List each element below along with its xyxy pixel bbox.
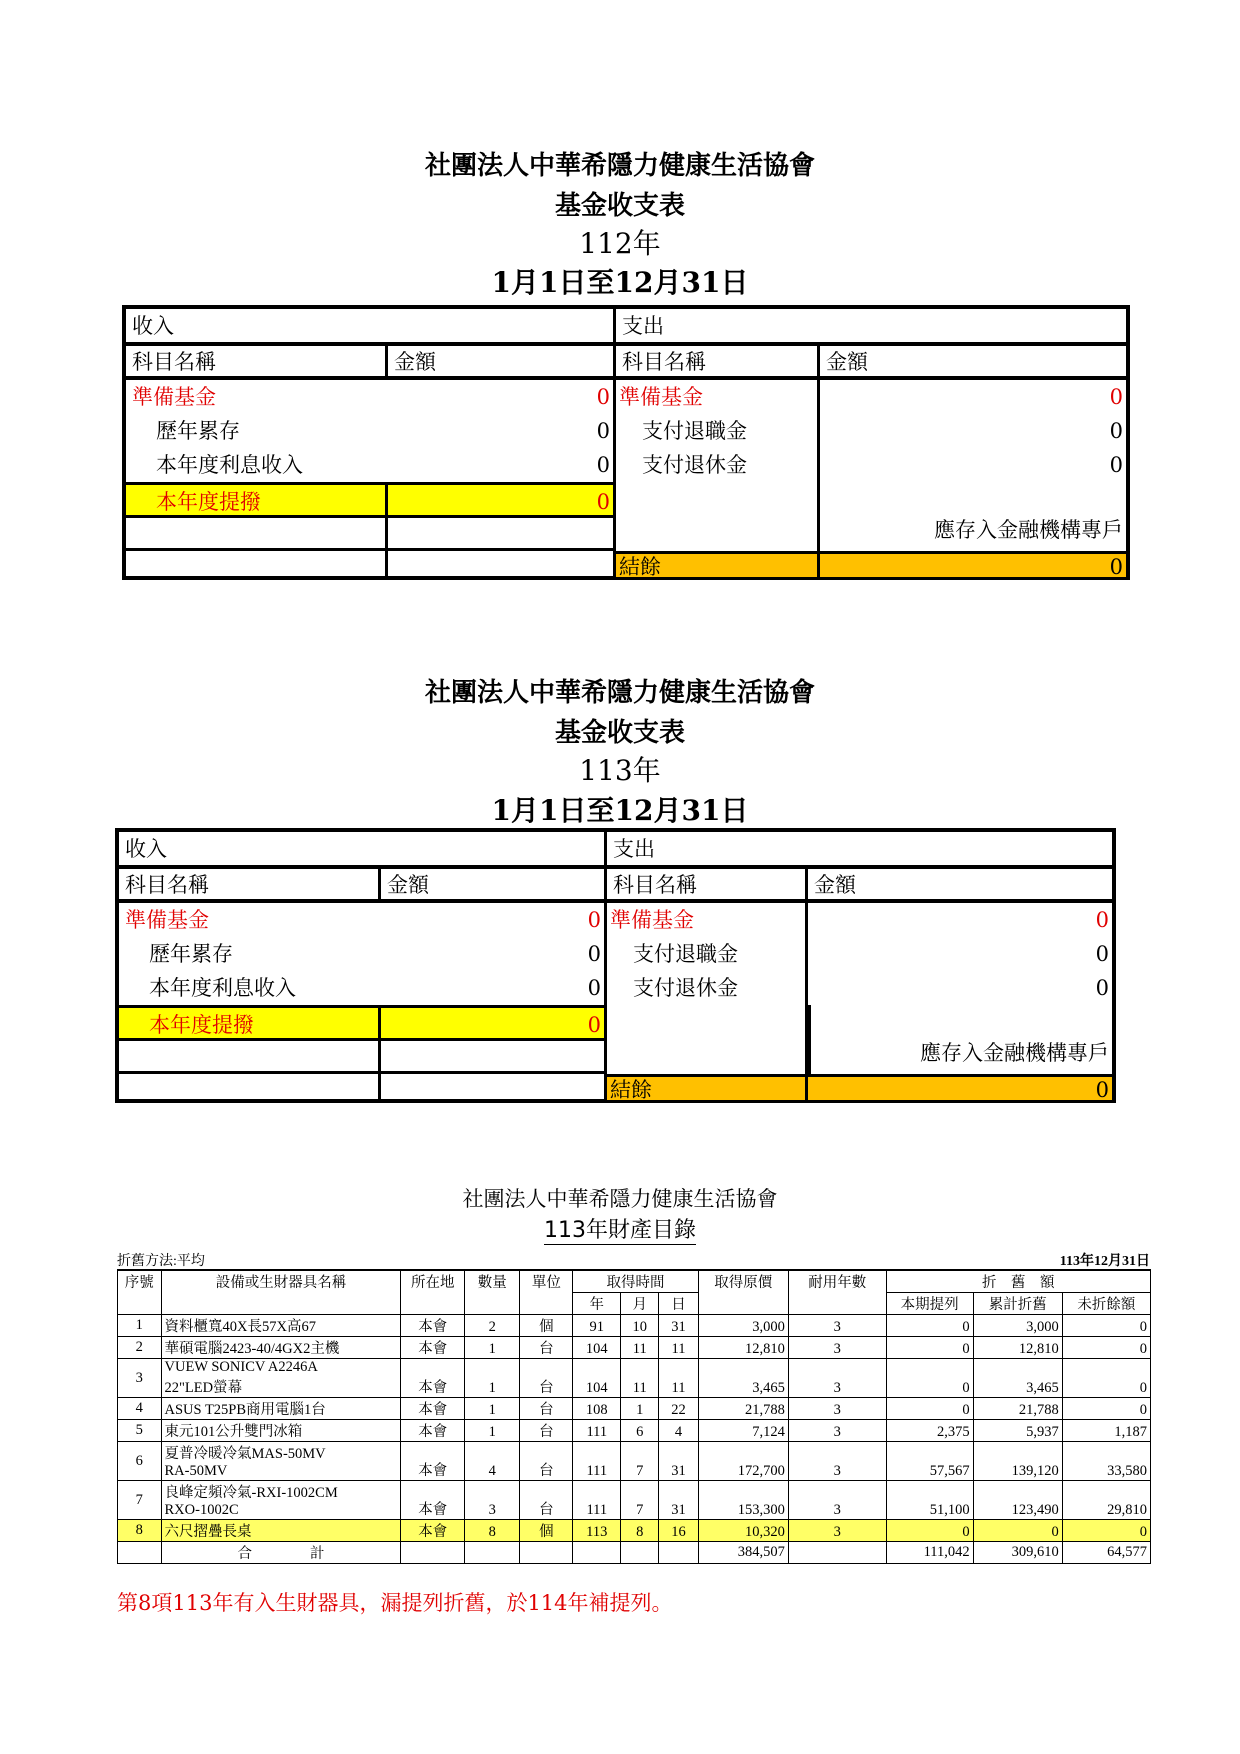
total-empty bbox=[118, 1542, 162, 1564]
interest-amount: 0 bbox=[381, 971, 607, 1005]
statement-period: 1月1日至12月31日 bbox=[491, 266, 749, 299]
balance-amount: 0 bbox=[808, 1074, 1112, 1100]
col-remaining: 未折餘額 bbox=[1062, 1293, 1150, 1315]
row-name bbox=[161, 1398, 401, 1420]
col-accumulated: 累計折舊 bbox=[973, 1293, 1062, 1315]
row-current: 0 bbox=[886, 1315, 973, 1337]
inventory-title: 113年財產目錄 bbox=[544, 1218, 696, 1243]
col-location: 所在地 bbox=[401, 1270, 465, 1315]
expense-reserve-label: 準備基金 bbox=[616, 380, 820, 414]
org-title: 社團法人中華希隱力健康生活協會 bbox=[424, 151, 815, 181]
table-row bbox=[118, 1520, 1151, 1542]
row-day: 11 bbox=[659, 1337, 698, 1359]
row-qty: 1 bbox=[465, 1420, 520, 1442]
table-row bbox=[118, 1337, 1151, 1359]
col-year: 年 bbox=[573, 1293, 621, 1315]
row-year: 104 bbox=[573, 1359, 621, 1398]
row-cost: 10,320 bbox=[698, 1520, 788, 1542]
row-current: 51,100 bbox=[886, 1481, 973, 1520]
col-acquired: 取得時間 bbox=[573, 1270, 698, 1293]
total-empty bbox=[465, 1542, 520, 1564]
row-location: 本會 bbox=[401, 1520, 465, 1542]
col-life: 耐用年數 bbox=[788, 1270, 886, 1315]
row-month: 10 bbox=[621, 1315, 659, 1337]
row-cost: 3,465 bbox=[698, 1359, 788, 1398]
row-qty: 1 bbox=[465, 1359, 520, 1398]
row-cost: 3,000 bbox=[698, 1315, 788, 1337]
row-remaining: 0 bbox=[1062, 1337, 1150, 1359]
severance-label: 支付退職金 bbox=[616, 414, 820, 448]
row-month: 11 bbox=[621, 1337, 659, 1359]
col-seq: 序號 bbox=[118, 1270, 162, 1315]
severance-amount: 0 bbox=[1109, 419, 1123, 443]
income-col-amount: 金額 bbox=[381, 869, 607, 903]
row-unit: 台 bbox=[520, 1398, 573, 1420]
row-life: 3 bbox=[788, 1420, 886, 1442]
balance-label: 結餘 bbox=[616, 551, 820, 577]
row-accumulated: 21,788 bbox=[973, 1398, 1062, 1420]
pension-amount: 0 bbox=[1109, 453, 1123, 477]
row-remaining: 29,810 bbox=[1062, 1481, 1150, 1520]
row-location: 本會 bbox=[401, 1398, 465, 1420]
row-month: 6 bbox=[621, 1420, 659, 1442]
row-life: 3 bbox=[788, 1398, 886, 1420]
row-name-line1: VUEW SONICV A2246A bbox=[164, 1359, 318, 1375]
row-cost: 153,300 bbox=[698, 1481, 788, 1520]
expense-col-item: 科目名稱 bbox=[616, 346, 820, 380]
col-unit: 單位 bbox=[520, 1270, 573, 1315]
row-remaining: 0 bbox=[1062, 1520, 1150, 1542]
row-location: 本會 bbox=[401, 1420, 465, 1442]
table-row bbox=[118, 1398, 1151, 1420]
row-seq: 5 bbox=[118, 1420, 162, 1442]
row-seq: 3 bbox=[118, 1359, 162, 1398]
row-life: 3 bbox=[788, 1481, 886, 1520]
empty-cell bbox=[119, 1074, 381, 1100]
empty-cell bbox=[381, 1074, 607, 1100]
interest-label: 本年度利息收入 bbox=[149, 976, 296, 1000]
row-name-line2: RA-50MV bbox=[164, 1463, 228, 1479]
inventory-table bbox=[117, 1269, 1151, 1564]
row-name bbox=[161, 1315, 401, 1337]
statement-year: 112年 bbox=[579, 227, 661, 260]
row-life: 3 bbox=[788, 1442, 886, 1481]
pension-label: 支付退休金 bbox=[607, 971, 808, 1074]
row-year: 91 bbox=[573, 1315, 621, 1337]
row-seq: 1 bbox=[118, 1315, 162, 1337]
row-name-line1: 東元101公升雙門冰箱 bbox=[164, 1424, 303, 1440]
total-empty bbox=[621, 1542, 659, 1564]
col-cost: 取得原價 bbox=[698, 1270, 788, 1315]
income-reserve-label: 準備基金 bbox=[132, 385, 216, 409]
row-unit: 台 bbox=[520, 1420, 573, 1442]
income-header: 收入 bbox=[126, 309, 616, 346]
row-seq: 2 bbox=[118, 1337, 162, 1359]
inventory-date: 113年12月31日 bbox=[1059, 1254, 1150, 1269]
income-col-item: 科目名稱 bbox=[126, 346, 388, 380]
row-cost: 21,788 bbox=[698, 1398, 788, 1420]
row-life: 3 bbox=[788, 1337, 886, 1359]
allocation-amount: 0 bbox=[388, 482, 616, 518]
total-empty bbox=[401, 1542, 465, 1564]
row-qty: 3 bbox=[465, 1481, 520, 1520]
interest-label: 本年度利息收入 bbox=[156, 453, 303, 477]
footnote: 第8項113年有入生財器具，漏提列折舊，於114年補提列。 bbox=[117, 1591, 673, 1615]
row-name-line1: 資料櫃寬40X長57X高67 bbox=[164, 1319, 316, 1335]
row-year: 111 bbox=[573, 1420, 621, 1442]
row-name-line1: 六尺摺疊長桌 bbox=[164, 1524, 252, 1540]
total-accumulated: 309,610 bbox=[973, 1542, 1062, 1564]
allocation-amount: 0 bbox=[381, 1005, 607, 1041]
statement-period: 1月1日至12月31日 bbox=[491, 794, 749, 827]
total-empty bbox=[659, 1542, 698, 1564]
row-name-line1: 良峰定頻冷氣-RXI-1002CM bbox=[164, 1485, 338, 1501]
row-accumulated: 139,120 bbox=[973, 1442, 1062, 1481]
row-qty: 1 bbox=[465, 1337, 520, 1359]
row-remaining: 0 bbox=[1062, 1359, 1150, 1398]
expense-header: 支出 bbox=[616, 309, 1126, 346]
interest-amount: 0 bbox=[388, 448, 616, 482]
row-day: 16 bbox=[659, 1520, 698, 1542]
row-name bbox=[161, 1442, 401, 1481]
row-current: 0 bbox=[886, 1398, 973, 1420]
severance-amount: 0 bbox=[1095, 942, 1109, 966]
row-current: 0 bbox=[886, 1520, 973, 1542]
pension-label: 支付退休金 bbox=[616, 448, 820, 551]
row-unit: 個 bbox=[520, 1520, 573, 1542]
row-seq: 8 bbox=[118, 1520, 162, 1542]
deposit-note: 應存入金融機構專戶 bbox=[808, 1005, 1112, 1074]
row-seq: 4 bbox=[118, 1398, 162, 1420]
table-row bbox=[118, 1420, 1151, 1442]
total-empty bbox=[788, 1542, 886, 1564]
row-current: 0 bbox=[886, 1359, 973, 1398]
row-name-line1: ASUS T25PB商用電腦1台 bbox=[164, 1402, 326, 1418]
row-accumulated: 3,465 bbox=[973, 1359, 1062, 1398]
prior-amount: 0 bbox=[388, 414, 616, 448]
row-current: 0 bbox=[886, 1337, 973, 1359]
row-name bbox=[161, 1420, 401, 1442]
row-year: 113 bbox=[573, 1520, 621, 1542]
inventory-org: 社團法人中華希隱力健康生活協會 bbox=[462, 1187, 778, 1211]
total-cost: 384,507 bbox=[698, 1542, 788, 1564]
balance-label: 結餘 bbox=[607, 1074, 808, 1100]
row-year: 108 bbox=[573, 1398, 621, 1420]
col-qty: 數量 bbox=[465, 1270, 520, 1315]
expense-header: 支出 bbox=[607, 832, 1112, 869]
row-seq: 6 bbox=[118, 1442, 162, 1481]
row-qty: 8 bbox=[465, 1520, 520, 1542]
row-day: 11 bbox=[659, 1359, 698, 1398]
row-life: 3 bbox=[788, 1520, 886, 1542]
fund-table bbox=[115, 828, 1116, 1103]
total-empty bbox=[573, 1542, 621, 1564]
row-unit: 個 bbox=[520, 1315, 573, 1337]
prior-label: 歷年累存 bbox=[156, 419, 240, 443]
income-col-amount: 金額 bbox=[388, 346, 616, 380]
row-name bbox=[161, 1359, 401, 1398]
statement-title: 基金收支表 bbox=[554, 718, 685, 748]
income-reserve-amount: 0 bbox=[388, 380, 616, 414]
empty-cell bbox=[388, 518, 616, 551]
row-day: 4 bbox=[659, 1420, 698, 1442]
row-accumulated: 12,810 bbox=[973, 1337, 1062, 1359]
empty-cell bbox=[381, 1041, 607, 1074]
fund-table bbox=[122, 305, 1130, 580]
total-remaining: 64,577 bbox=[1062, 1542, 1150, 1564]
row-life: 3 bbox=[788, 1359, 886, 1398]
row-name bbox=[161, 1520, 401, 1542]
table-row bbox=[118, 1481, 1151, 1520]
expense-reserve-amount: 0 bbox=[1095, 908, 1109, 932]
table-row bbox=[118, 1359, 1151, 1398]
row-unit: 台 bbox=[520, 1359, 573, 1398]
row-name bbox=[161, 1481, 401, 1520]
row-year: 104 bbox=[573, 1337, 621, 1359]
row-seq: 7 bbox=[118, 1481, 162, 1520]
row-month: 7 bbox=[621, 1442, 659, 1481]
table-row bbox=[118, 1442, 1151, 1481]
row-accumulated: 5,937 bbox=[973, 1420, 1062, 1442]
allocation-label: 本年度提撥 bbox=[119, 1005, 381, 1041]
expense-col-amount: 金額 bbox=[820, 346, 1126, 380]
depreciation-method: 折舊方法:平均 bbox=[117, 1254, 205, 1269]
col-current: 本期提列 bbox=[886, 1293, 973, 1315]
row-year: 111 bbox=[573, 1481, 621, 1520]
balance-amount: 0 bbox=[820, 551, 1126, 577]
inventory-body bbox=[118, 1315, 1151, 1542]
total-label: 合 計 bbox=[161, 1542, 401, 1564]
prior-amount: 0 bbox=[381, 937, 607, 971]
statement-title: 基金收支表 bbox=[554, 191, 685, 221]
row-location: 本會 bbox=[401, 1481, 465, 1520]
table-row bbox=[118, 1315, 1151, 1337]
income-header: 收入 bbox=[119, 832, 607, 869]
col-depreciation: 折 舊 額 bbox=[886, 1270, 1150, 1293]
org-title: 社團法人中華希隱力健康生活協會 bbox=[424, 678, 815, 708]
row-name-line1: 華碩電腦2423-40/4GX2主機 bbox=[164, 1341, 340, 1357]
row-location: 本會 bbox=[401, 1315, 465, 1337]
row-life: 3 bbox=[788, 1315, 886, 1337]
deposit-note: 應存入金融機構專戶 bbox=[934, 518, 1123, 542]
row-day: 31 bbox=[659, 1481, 698, 1520]
pension-amount: 0 bbox=[1095, 976, 1109, 1000]
statement-year: 113年 bbox=[579, 754, 661, 787]
col-day: 日 bbox=[659, 1293, 698, 1315]
empty-cell bbox=[388, 551, 616, 577]
row-name bbox=[161, 1337, 401, 1359]
row-remaining: 1,187 bbox=[1062, 1420, 1150, 1442]
row-day: 31 bbox=[659, 1442, 698, 1481]
col-month: 月 bbox=[621, 1293, 659, 1315]
row-unit: 台 bbox=[520, 1481, 573, 1520]
income-reserve-amount: 0 bbox=[381, 903, 607, 937]
row-qty: 4 bbox=[465, 1442, 520, 1481]
row-day: 31 bbox=[659, 1315, 698, 1337]
row-cost: 12,810 bbox=[698, 1337, 788, 1359]
row-month: 1 bbox=[621, 1398, 659, 1420]
row-accumulated: 3,000 bbox=[973, 1315, 1062, 1337]
row-remaining: 33,580 bbox=[1062, 1442, 1150, 1481]
row-name-line1: 夏普冷暖冷氣MAS-50MV bbox=[164, 1446, 326, 1462]
income-col-item: 科目名稱 bbox=[119, 869, 381, 903]
inventory-title-wrap bbox=[0, 1213, 1240, 1244]
empty-cell bbox=[126, 551, 388, 577]
row-remaining: 0 bbox=[1062, 1315, 1150, 1337]
total-row bbox=[118, 1542, 1151, 1564]
allocation-label: 本年度提撥 bbox=[126, 482, 388, 518]
prior-label: 歷年累存 bbox=[149, 942, 233, 966]
row-month: 7 bbox=[621, 1481, 659, 1520]
row-current: 57,567 bbox=[886, 1442, 973, 1481]
severance-label: 支付退職金 bbox=[607, 937, 808, 971]
row-month: 8 bbox=[621, 1520, 659, 1542]
row-current: 2,375 bbox=[886, 1420, 973, 1442]
row-accumulated: 123,490 bbox=[973, 1481, 1062, 1520]
row-unit: 台 bbox=[520, 1337, 573, 1359]
empty-cell bbox=[119, 1041, 381, 1074]
row-qty: 2 bbox=[465, 1315, 520, 1337]
row-qty: 1 bbox=[465, 1398, 520, 1420]
header-row bbox=[118, 1270, 1151, 1293]
row-month: 11 bbox=[621, 1359, 659, 1398]
row-accumulated: 0 bbox=[973, 1520, 1062, 1542]
empty-cell bbox=[126, 518, 388, 551]
total-empty bbox=[520, 1542, 573, 1564]
row-location: 本會 bbox=[401, 1359, 465, 1398]
row-location: 本會 bbox=[401, 1442, 465, 1481]
col-name: 設備或生財器具名稱 bbox=[161, 1270, 401, 1315]
row-unit: 台 bbox=[520, 1442, 573, 1481]
row-location: 本會 bbox=[401, 1337, 465, 1359]
expense-col-item: 科目名稱 bbox=[607, 869, 808, 903]
total-current: 111,042 bbox=[886, 1542, 973, 1564]
expense-reserve-amount: 0 bbox=[1109, 385, 1123, 409]
row-name-line2: RXO-1002C bbox=[164, 1502, 239, 1518]
row-name-line2: 22"LED螢幕 bbox=[164, 1380, 243, 1396]
row-cost: 7,124 bbox=[698, 1420, 788, 1442]
row-year: 111 bbox=[573, 1442, 621, 1481]
expense-col-amount: 金額 bbox=[808, 869, 1112, 903]
expense-reserve-label: 準備基金 bbox=[607, 903, 808, 937]
row-day: 22 bbox=[659, 1398, 698, 1420]
row-remaining: 0 bbox=[1062, 1398, 1150, 1420]
row-cost: 172,700 bbox=[698, 1442, 788, 1481]
income-reserve-label: 準備基金 bbox=[125, 908, 209, 932]
